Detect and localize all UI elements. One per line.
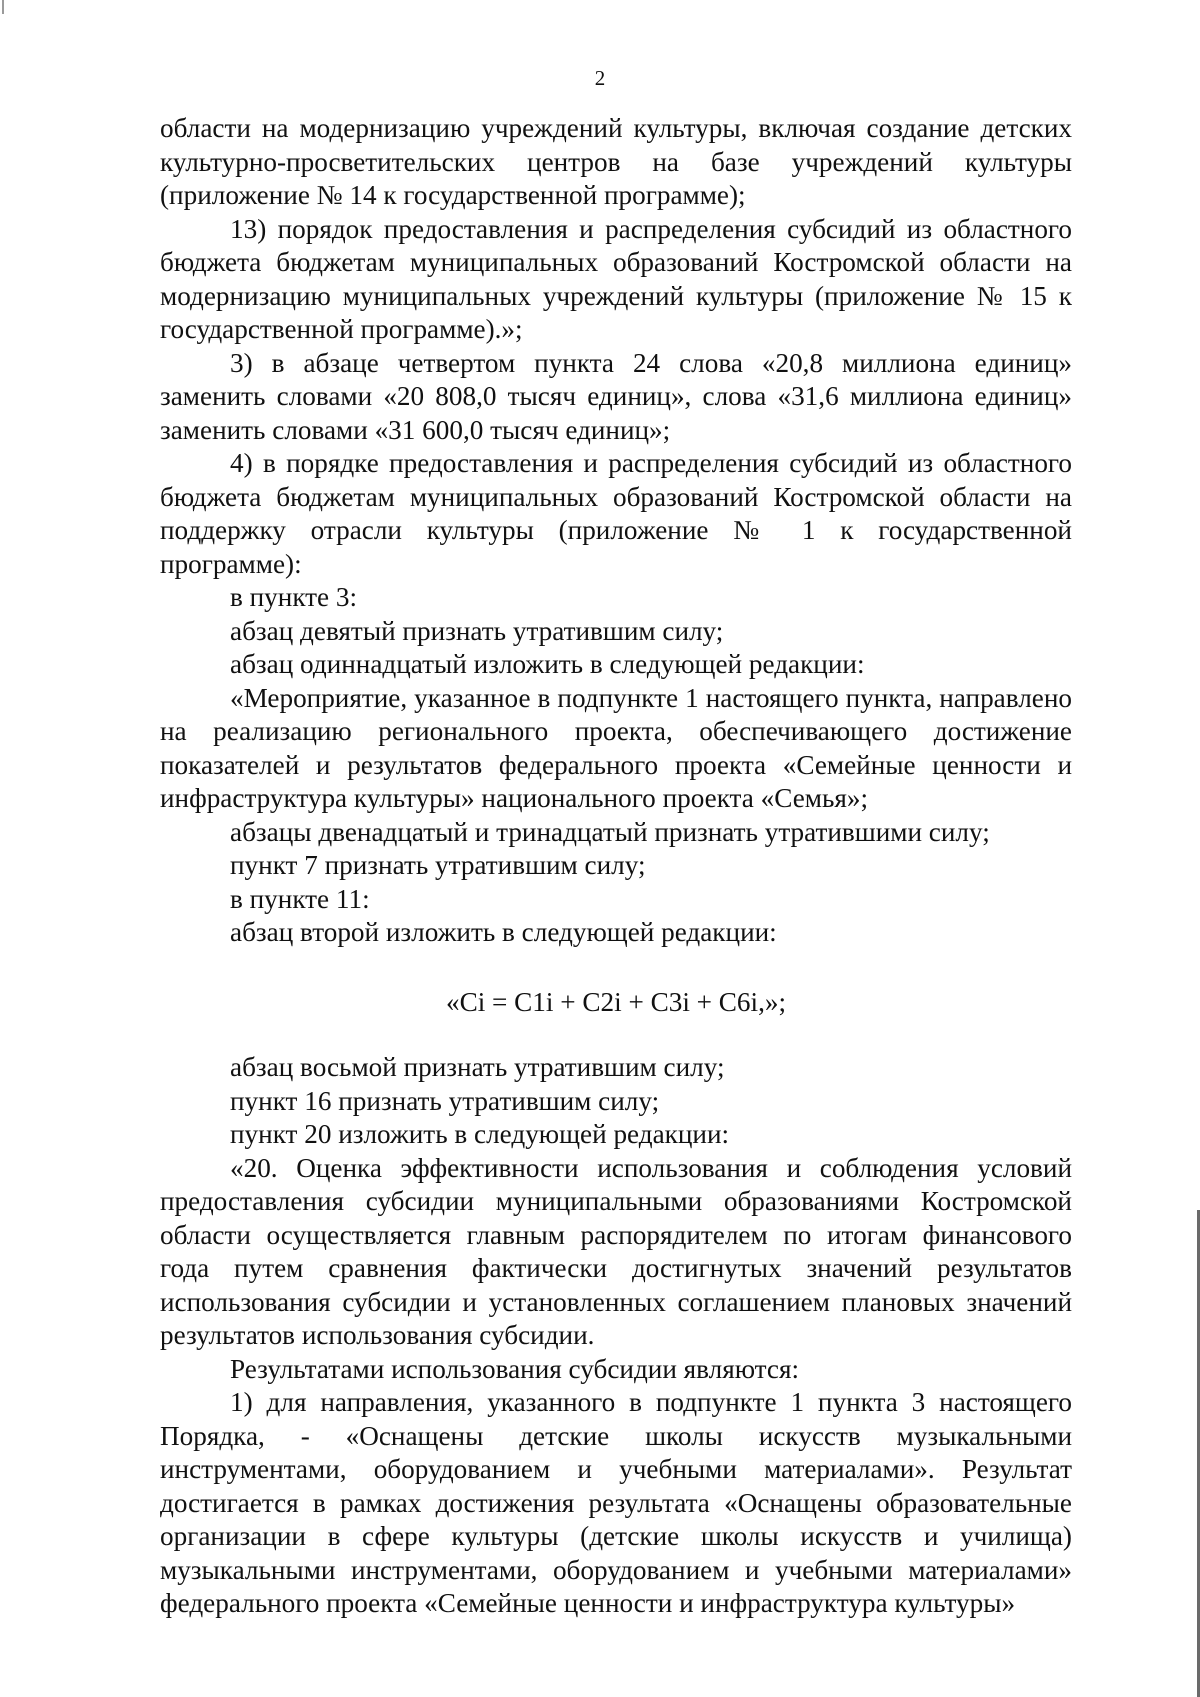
paragraph-results-heading: Результатами использования субсидии являются: (230, 1353, 800, 1384)
paragraph-point-11-heading: в пункте 11: (230, 883, 370, 914)
paragraph-item-3: 3) в абзаце четвертом пункта 24 слова «20,8 миллиона единиц» заменить словами «20 808,0 тысяч единиц», слова «31,6 миллиона единиц» заменить словами «31 600,0 тысяч единиц»; (160, 347, 1072, 445)
scan-edge-mark (2, 0, 4, 14)
document-body (160, 112, 1072, 1621)
paragraph-item-13: 13) порядок предоставления и распределения субсидий из областного бюджета бюджетам муниципальных образований Костромской области на модернизацию муниципальных учреждений культуры (приложение № 15 к государственной программе).»; (160, 213, 1072, 344)
paragraph-second-heading: абзац второй изложить в следующей редакции: (230, 917, 777, 947)
paragraph-ninth-void: абзац девятый признать утратившим силу; (230, 615, 724, 646)
paragraph-twelfth-thirteenth-void: абзацы двенадцатый и тринадцатый признать утратившими силу; (230, 816, 990, 847)
paragraph-point-7-void: пункт 7 признать утратившим силу; (230, 850, 646, 880)
paragraph-continuation: области на модернизацию учреждений культуры, включая создание детских культурно-просветительских центров на базе учреждений культуры (приложение № 14 к государственной программе); (160, 113, 1072, 210)
paragraph-eighth-void: абзац восьмой признать утратившим силу; (230, 1052, 725, 1082)
paragraph-point-3-heading: в пункте 3: (230, 582, 358, 612)
paragraph-result-1: 1) для направления, указанного в подпункте 1 пункта 3 настоящего Порядка, - «Оснащены детские школы искусств музыкальными инструментами, оборудованием и учебными материалами». Результат достигается в рамках достижения результата «Оснащены образовательные организации в сфере культуры (детские школы искусств и училища) музыкальными инструментами, оборудованием и учебными материалами» федерального проекта «Семейные ценности и инфраструктура культуры» (160, 1387, 1072, 1618)
paragraph-point-20-text: «20. Оценка эффективности использования и соблюдения условий предоставления субсидии муниципальными образованиями Костромской области осуществляется главным распорядителем по итогам финансового года путем сравнения фактически достигнутых значений результатов использования субсидии и установленных соглашением плановых значений результатов использования субсидии. (160, 1152, 1072, 1350)
paragraph-point-20-heading: пункт 20 изложить в следующей редакции: (230, 1119, 730, 1149)
paragraph-item-4: 4) в порядке предоставления и распределения субсидий из областного бюджета бюджетам муниципальных образований Костромской области на поддержку отрасли культуры (приложение № 1 к государственной программе): (160, 448, 1072, 579)
paragraph-eleventh-heading: абзац одиннадцатый изложить в следующей редакции: (230, 649, 865, 679)
paragraph-point-16-void: пункт 16 признать утратившим силу; (230, 1085, 660, 1116)
paragraph-measure-quote: «Мероприятие, указанное в подпункте 1 настоящего пункта, направлено на реализацию регионального проекта, обеспечивающего достижение показателей и результатов федерального проекта «Семейные ценности и инфраструктура культуры» национального проекта «Семья»; (160, 682, 1072, 813)
formula: «Ci = C1i + C2i + C3i + C6i,»; (445, 986, 787, 1017)
page-number: 2 (594, 66, 606, 90)
